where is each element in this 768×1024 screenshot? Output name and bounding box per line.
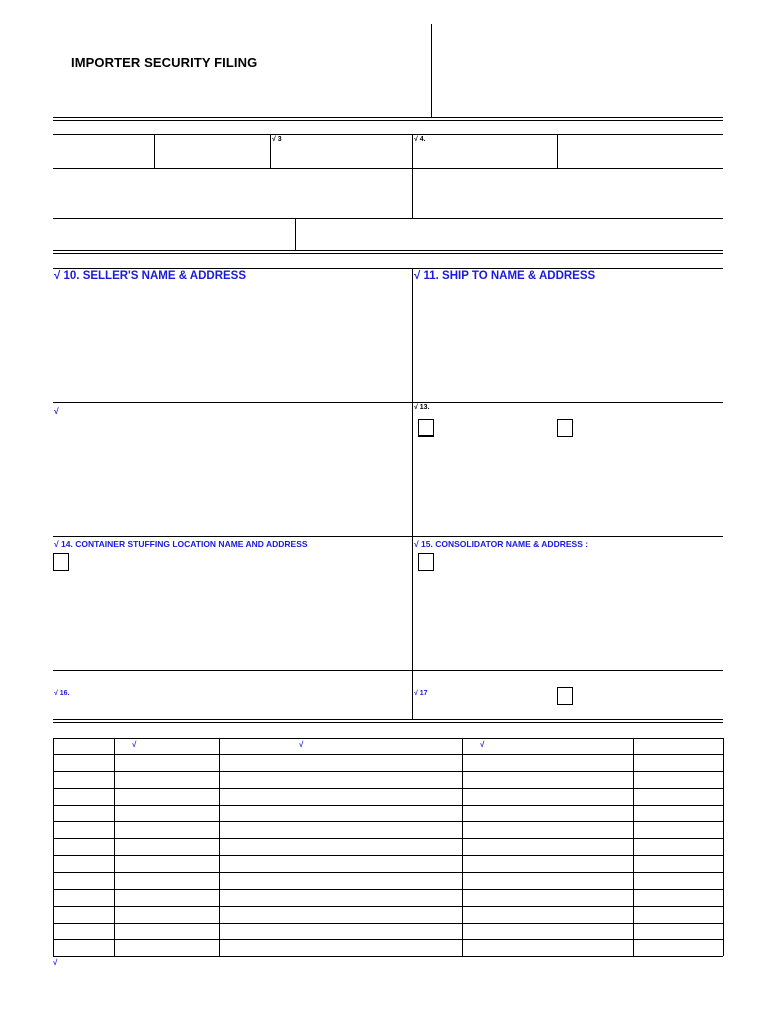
table-cell-input[interactable] bbox=[463, 822, 632, 836]
table-cell-input[interactable] bbox=[463, 907, 632, 921]
table-cell-input[interactable] bbox=[115, 755, 218, 769]
table-cell-input[interactable] bbox=[115, 856, 218, 870]
section-divider bbox=[412, 268, 413, 720]
table-cell-input[interactable] bbox=[634, 806, 722, 820]
table-cell-input[interactable] bbox=[463, 890, 632, 904]
table-cell-input[interactable] bbox=[634, 839, 722, 853]
section-rule-bottom bbox=[53, 253, 723, 254]
table-cell-input[interactable] bbox=[634, 907, 722, 921]
table-cell-input[interactable] bbox=[634, 772, 722, 786]
table-cell-input[interactable] bbox=[54, 856, 113, 870]
table-cell-input[interactable] bbox=[54, 789, 113, 803]
ship-to-name-address-label: √ 11. SHIP TO NAME & ADDRESS bbox=[414, 270, 596, 282]
table-cell-input[interactable] bbox=[54, 873, 113, 887]
table-cell-input[interactable] bbox=[634, 924, 722, 938]
header-rule-bottom bbox=[53, 120, 723, 121]
table-cell-input[interactable] bbox=[463, 839, 632, 853]
consolidator-name-address-field[interactable] bbox=[437, 553, 722, 668]
table-cell-input[interactable] bbox=[463, 755, 632, 769]
field-1-input[interactable] bbox=[54, 135, 153, 167]
container-stuffing-location-field[interactable] bbox=[72, 553, 410, 668]
table-cell-input[interactable] bbox=[220, 924, 461, 938]
table-footer-mark: √ bbox=[53, 958, 58, 967]
table-cell-input[interactable] bbox=[463, 856, 632, 870]
field-8-input[interactable] bbox=[54, 219, 294, 250]
table-cell-input[interactable] bbox=[634, 822, 722, 836]
section-13-label: √ 13. bbox=[414, 404, 430, 411]
section-rule-bottom bbox=[53, 722, 723, 723]
section-rule bbox=[53, 268, 723, 269]
field-4-label: √ 4. bbox=[414, 136, 426, 143]
table-cell-input[interactable] bbox=[54, 772, 113, 786]
header-rule-top bbox=[53, 117, 723, 118]
table-rule bbox=[53, 738, 723, 739]
table-cell-input[interactable] bbox=[54, 907, 113, 921]
section-rule-top bbox=[53, 250, 723, 251]
table-cell-input[interactable] bbox=[115, 873, 218, 887]
container-stuffing-checkbox[interactable] bbox=[53, 553, 69, 571]
table-cell-input[interactable] bbox=[220, 890, 461, 904]
table-cell-input[interactable] bbox=[463, 940, 632, 954]
section-rule bbox=[53, 536, 723, 537]
table-cell-input[interactable] bbox=[634, 856, 722, 870]
section-12-field[interactable] bbox=[54, 418, 410, 535]
table-cell-input[interactable] bbox=[634, 873, 722, 887]
section-12-label: √ bbox=[54, 406, 59, 416]
table-cell-input[interactable] bbox=[220, 873, 461, 887]
section-17-checkbox[interactable] bbox=[557, 687, 573, 705]
table-cell-input[interactable] bbox=[463, 789, 632, 803]
table-cell-input[interactable] bbox=[220, 806, 461, 820]
field-4-input[interactable] bbox=[413, 144, 556, 167]
table-cell-input[interactable] bbox=[115, 940, 218, 954]
table-cell-input[interactable] bbox=[115, 822, 218, 836]
table-cell-input[interactable] bbox=[115, 839, 218, 853]
field-7-input[interactable] bbox=[413, 169, 722, 217]
table-col-divider bbox=[723, 738, 724, 956]
table-cell-input[interactable] bbox=[220, 755, 461, 769]
table-cell-input[interactable] bbox=[115, 890, 218, 904]
table-cell-input[interactable] bbox=[54, 806, 113, 820]
consolidator-name-address-label: √ 15. CONSOLIDATOR NAME & ADDRESS : bbox=[414, 539, 589, 549]
sellers-name-address-field[interactable] bbox=[54, 286, 410, 401]
table-cell-input[interactable] bbox=[220, 940, 461, 954]
form-title: IMPORTER SECURITY FILING bbox=[71, 55, 258, 70]
table-cell-input[interactable] bbox=[220, 789, 461, 803]
table-cell-input[interactable] bbox=[115, 772, 218, 786]
field-5-input[interactable] bbox=[558, 135, 722, 167]
table-cell-input[interactable] bbox=[54, 822, 113, 836]
section-16-label: √ 16. bbox=[54, 690, 70, 697]
table-cell-input[interactable] bbox=[634, 755, 722, 769]
ship-to-name-address-field[interactable] bbox=[414, 286, 722, 401]
section-rule-top bbox=[53, 719, 723, 720]
table-cell-input[interactable] bbox=[54, 890, 113, 904]
section-13-checkbox-b[interactable] bbox=[557, 419, 573, 437]
table-cell-input[interactable] bbox=[54, 940, 113, 954]
table-cell-input[interactable] bbox=[220, 822, 461, 836]
container-stuffing-location-label: √ 14. CONTAINER STUFFING LOCATION NAME AND ADDRESS bbox=[54, 539, 308, 549]
table-cell-input[interactable] bbox=[54, 839, 113, 853]
table-header-mark: √ bbox=[480, 740, 485, 749]
table-cell-input[interactable] bbox=[463, 873, 632, 887]
table-cell-input[interactable] bbox=[220, 772, 461, 786]
table-cell-input[interactable] bbox=[463, 924, 632, 938]
section-rule bbox=[53, 402, 723, 403]
table-cell-input[interactable] bbox=[220, 856, 461, 870]
section-13-checkbox-a[interactable] bbox=[418, 419, 434, 437]
table-cell-input[interactable] bbox=[115, 806, 218, 820]
section-rule bbox=[53, 670, 723, 671]
table-cell-input[interactable] bbox=[115, 789, 218, 803]
consolidator-checkbox[interactable] bbox=[418, 553, 434, 571]
table-cell-input[interactable] bbox=[634, 940, 722, 954]
table-cell-input[interactable] bbox=[220, 839, 461, 853]
header-divider bbox=[431, 24, 432, 118]
section-16-field[interactable] bbox=[72, 680, 410, 716]
field-3-label: √ 3 bbox=[272, 136, 282, 143]
sellers-name-address-label: √ 10. SELLER'S NAME & ADDRESS bbox=[54, 270, 247, 282]
field-2-input[interactable] bbox=[155, 135, 269, 167]
table-cell-input[interactable] bbox=[463, 772, 632, 786]
field-3-input[interactable] bbox=[271, 144, 411, 167]
table-cell-input[interactable] bbox=[115, 907, 218, 921]
table-header-mark: √ bbox=[132, 740, 137, 749]
table-cell-input[interactable] bbox=[463, 806, 632, 820]
table-cell-input[interactable] bbox=[115, 924, 218, 938]
table-cell-input[interactable] bbox=[634, 890, 722, 904]
table-rule bbox=[53, 956, 723, 957]
field-6-input[interactable] bbox=[54, 169, 411, 217]
field-9-input[interactable] bbox=[296, 219, 722, 250]
table-cell-input[interactable] bbox=[54, 924, 113, 938]
table-cell-input[interactable] bbox=[54, 755, 113, 769]
table-cell-input[interactable] bbox=[220, 907, 461, 921]
table-cell-input[interactable] bbox=[634, 789, 722, 803]
table-header-mark: √ bbox=[299, 740, 304, 749]
section-17-label: √ 17 bbox=[414, 690, 428, 697]
